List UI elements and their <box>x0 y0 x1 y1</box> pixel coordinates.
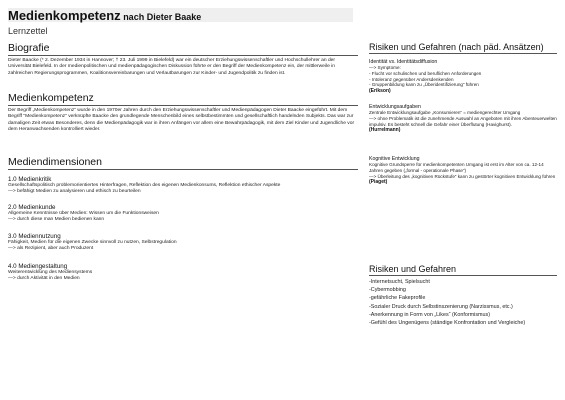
dimension-title: 2.0 Medienkunde <box>8 204 56 211</box>
heading-risiken: Risiken und Gefahren <box>369 264 557 276</box>
text-biografie: Dieter Baacke (* 2. Dezember 1934 in Hannover; † 23. Juli 1999 in Bielefeld) war ein deutscher Erziehungswissenschaftler und Hochschullehrer an der Universität Bielefeld. In der medienpolitischen und medienpädagogischen Diskussion führte er den Begriff der Medienkompetenz ein, der mittlerweile in zahlreichen Regierungsprogrammen, Koalitionsvereinbarungen und Verlautbarungen zur Kinder- und Jugendpolitik zu finden ist. <box>8 58 336 76</box>
page-title <box>8 7 201 25</box>
risk-block-text: —> Symptome: - Flucht vor schulischen und beruflichen Anforderungen - Intoleranz gegenüber Andersdenkenden - Gruppenbildung kann zu „Überidentifizierung“ führen <box>369 65 482 88</box>
risk-block-text: Zentrale Entwicklungsaufgabe „Konsumieren“ = mediengerechter Umgang —> ohne Problematik ist die zunehmende Auswahl an Angeboten mit ihren Abenteuerwelten impulsiv. Es besteht schnell die Gefahr einer Überflutung (Havighurst). <box>369 110 557 127</box>
section-medienkompetenz <box>8 92 358 134</box>
section-biografie <box>8 42 358 77</box>
dimension-item <box>8 204 358 223</box>
section-risiken <box>369 264 557 327</box>
dimension-item <box>8 176 358 195</box>
page-subtitle: Lernzettel <box>8 26 48 36</box>
title-main: Medienkompetenz <box>8 8 121 23</box>
text-medienkompetenz: Der Begriff „Medienkompetenz“ wurde in den 1970er Jahren durch den Erziehungswissenschaftler und Medienpädagogen Dieter Baacke eingeführt. Mit dem Begriff "Medienkompetenz" verknüpfte Baacke den grundlegende Menschenbild eines selbstbestimmten und gesellschaftlich handelnden Subjekts. Das war zur damaligen Zeit etwas Besonderes, denn die Medienpädagogik war in ihren Anfängen vor allem eine Bewahrpädagogik, mit dem Ziel Kinder und Jugendliche vor dem Heranwachsenden kontrolliert wieder. <box>8 108 355 133</box>
dimension-text: Allgemeine Kenntnisse über Medien: Wissen um die Funktionsweisen —> durch diese man Medien bedienen kann <box>8 211 159 223</box>
risk-block-piaget <box>369 156 557 185</box>
dimension-item <box>8 233 358 252</box>
heading-biografie: Biografie <box>8 42 358 56</box>
risk-list: -Internetsucht, Spielsucht -Cybermobbing -gefährliche Fakeprofile -Sozialer Druck durch Selbstinszenierung (Narzissmus, etc.) -Anerkennung in Form von „Likes“ (Konformismus) -Gefühl des Ungenügens (ständige Konfrontation und Vergleiche) <box>369 279 526 327</box>
heading-mediendimensionen: Mediendimensionen <box>8 156 358 170</box>
risk-block-title: Kognitive Entwicklung <box>369 156 420 162</box>
risk-block-author: (Erikson) <box>369 88 391 95</box>
dimension-text: Weiterentwicklung des Mediensystems —> durch Aktivität in den Medien <box>8 270 93 282</box>
title-suffix: nach Dieter Baake <box>120 12 202 22</box>
heading-risiken-paed: Risiken und Gefahren (nach päd. Ansätzen) <box>369 42 557 54</box>
risk-block-author: (Piaget) <box>369 179 388 186</box>
dimension-title: 3.0 Mediennutzung <box>8 233 61 240</box>
dimension-text: Fähigkeit, Medien für die eigenen Zwecke sinnvoll zu nutzen, Selbstregulation —> als Rezipient, aber auch Produzent <box>8 240 177 252</box>
dimension-title: 4.0 Mediengestaltung <box>8 263 68 270</box>
section-risiken-paed <box>369 42 557 54</box>
dimension-item <box>8 263 358 282</box>
risk-block-erikson <box>369 59 557 94</box>
risk-block-author: (Hurrelmann) <box>369 127 401 134</box>
dimension-title: 1.0 Medienkritik <box>8 176 52 183</box>
risk-block-title: Entwicklungsaufgaben <box>369 104 421 110</box>
risk-block-hurrelmann <box>369 104 557 133</box>
heading-medienkompetenz: Medienkompetenz <box>8 92 358 106</box>
dimension-text: Gesellschaftspolitisch problemorientiertes Hinterfragen, Reflektion des eigenen Medienkonsums, Reflektion ethischer Aspekte —> befähigt Medien zu analysieren und ethisch zu beurteilen <box>8 183 281 195</box>
risk-block-title: Identität vs. Identitätsdiffusion <box>369 59 438 65</box>
section-mediendimensionen <box>8 156 358 170</box>
risk-block-text: Kognitive Grundsperre für medienkompetenten Umgang ist erst im Alter von ca. 12-14 Jahren gegeben („formal - operationale Phase“) —> Überleitung des „kognitiven Rückstufe“ kann zu gestörter kognitiven Entwicklung führen <box>369 162 556 179</box>
